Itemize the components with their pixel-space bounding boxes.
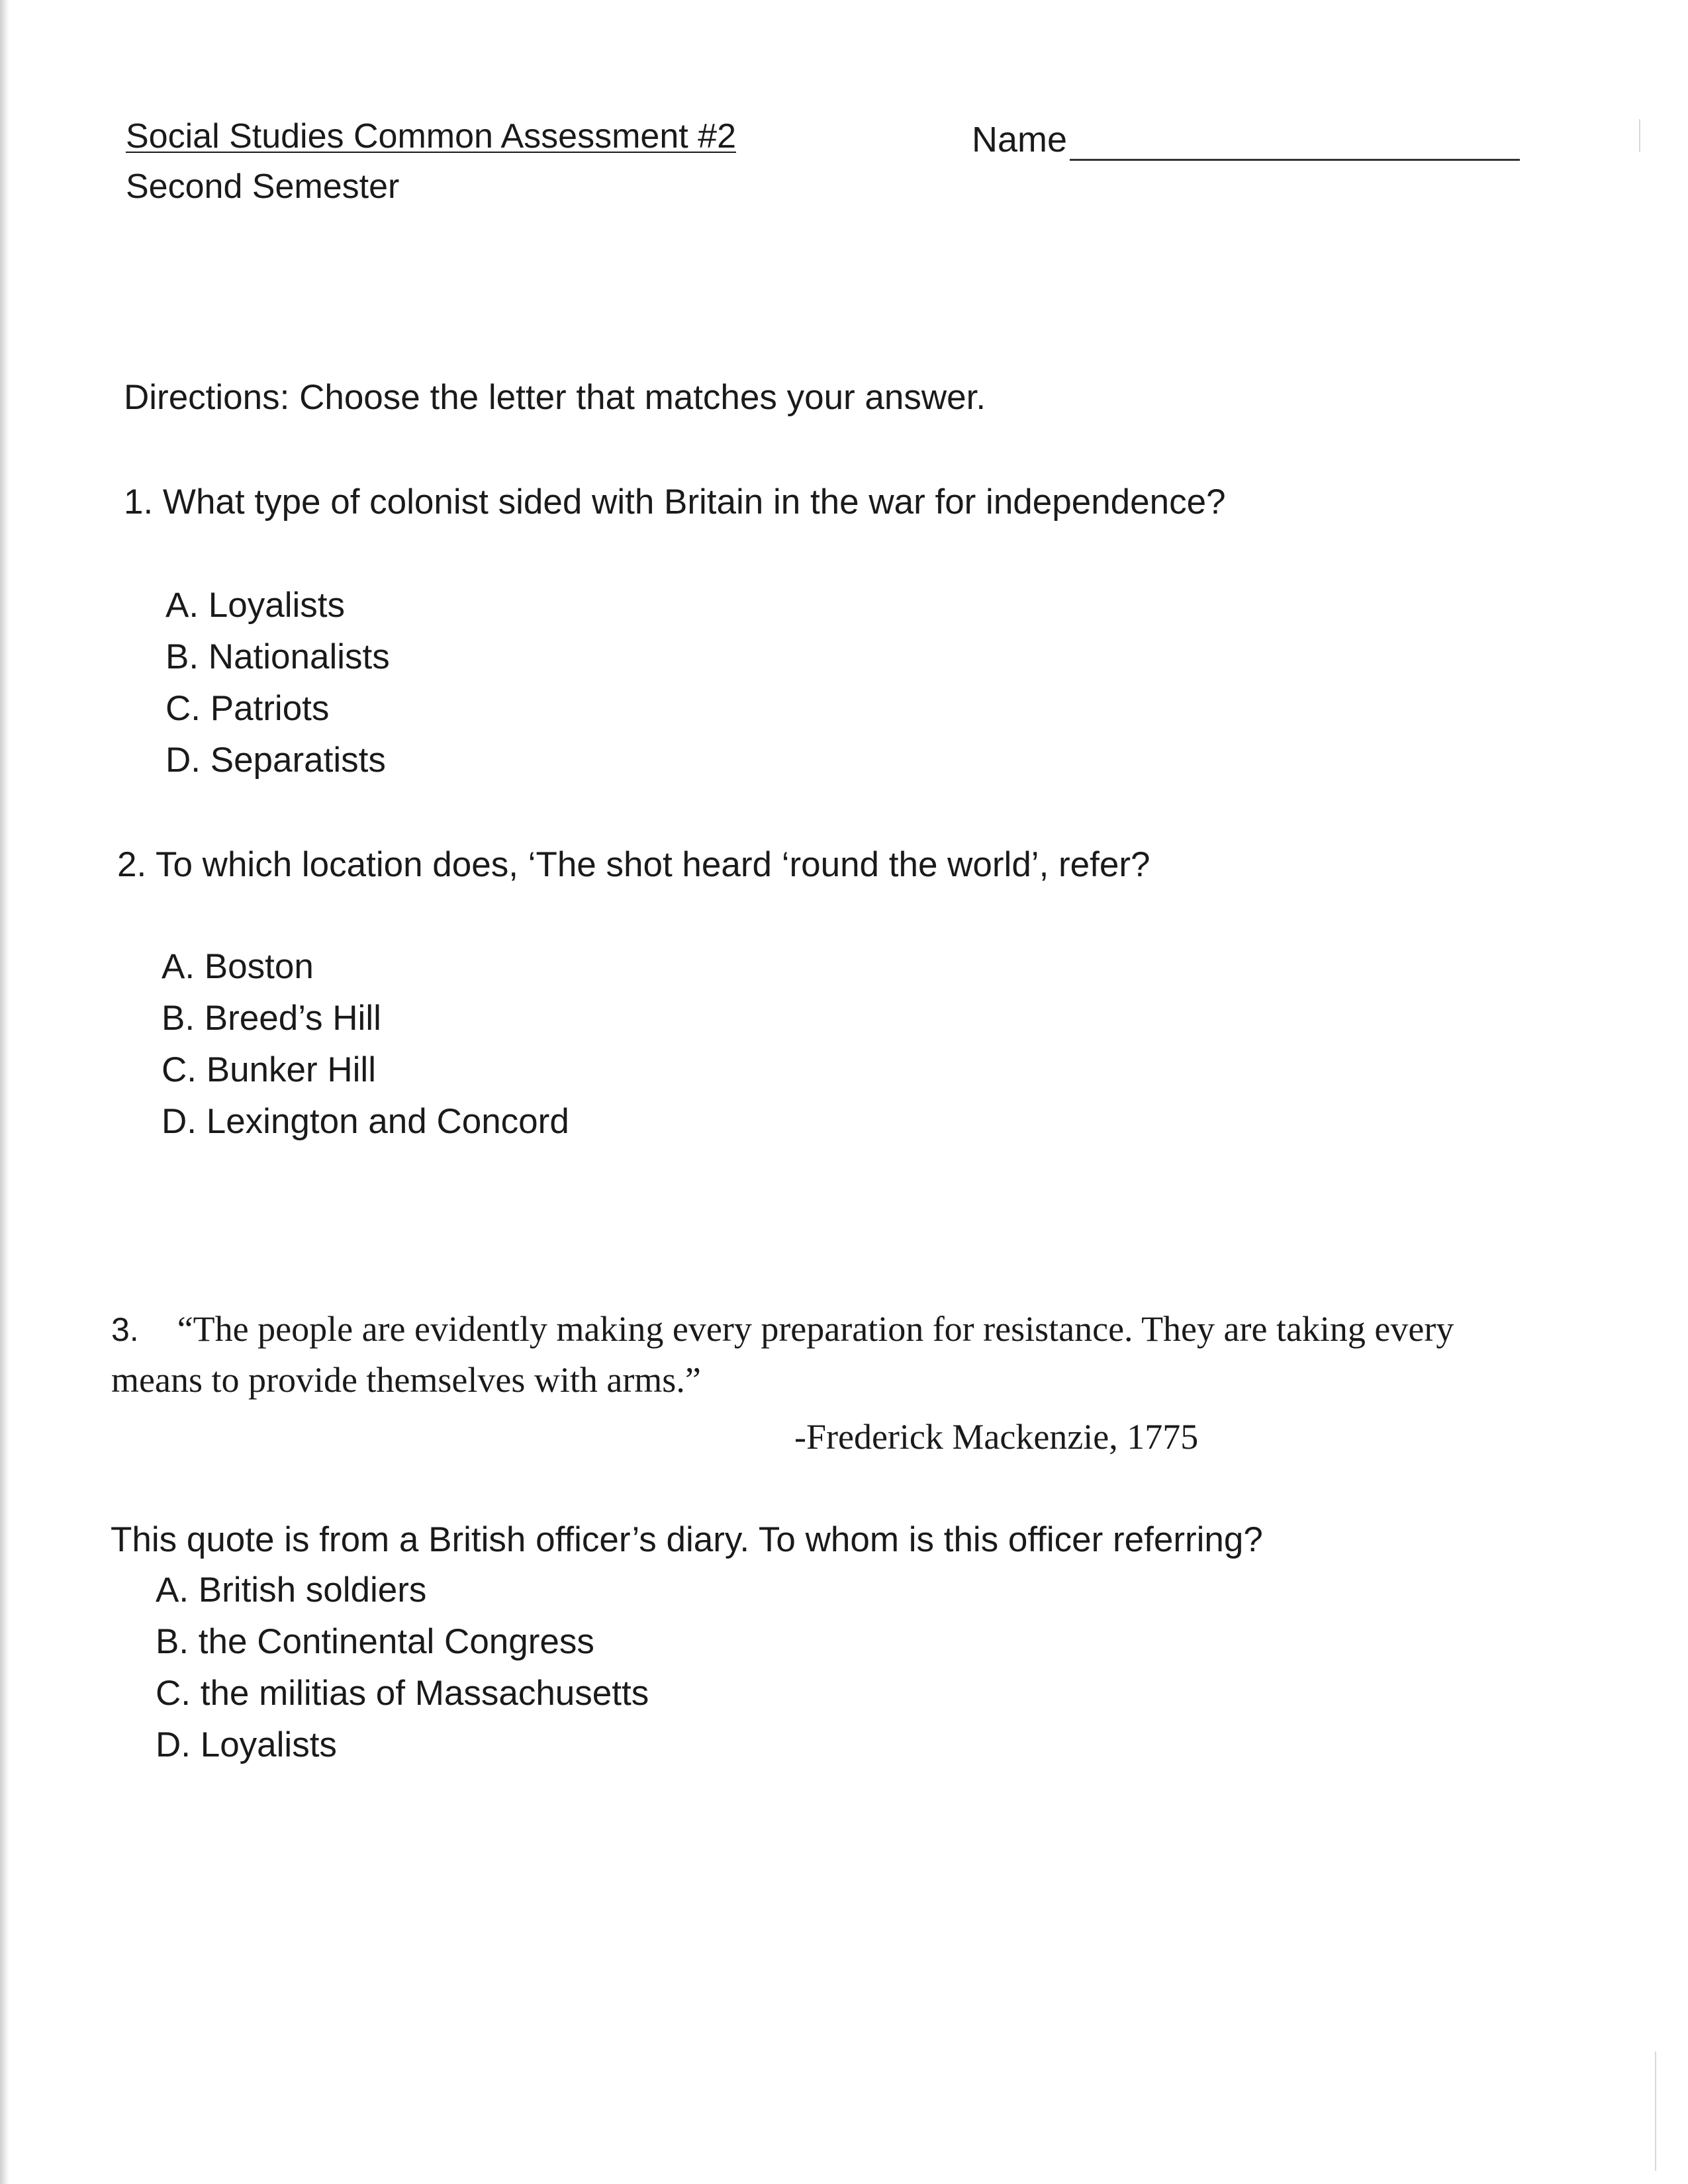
- question-3-prompt: This quote is from a British officer’s diary. To whom is this officer referring?: [111, 1520, 1263, 1559]
- question-2-option-a[interactable]: A. Boston: [162, 947, 314, 986]
- question-3-attribution: -Frederick Mackenzie, 1775: [794, 1417, 1199, 1457]
- scan-mark: [1639, 119, 1640, 152]
- question-3-quote-block: [111, 1304, 1515, 1405]
- scan-mark: [1655, 2052, 1656, 2171]
- question-3-option-c[interactable]: C. the militias of Massachusetts: [156, 1674, 649, 1713]
- assessment-title: Social Studies Common Assessment #2: [126, 117, 736, 156]
- name-field-line[interactable]: [1070, 159, 1520, 161]
- semester-label: Second Semester: [126, 167, 400, 206]
- question-1-prompt: 1. What type of colonist sided with Britain in the war for independence?: [124, 482, 1226, 522]
- question-2-option-d[interactable]: D. Lexington and Concord: [162, 1102, 569, 1141]
- question-3-option-d[interactable]: D. Loyalists: [156, 1725, 337, 1764]
- question-2-option-b[interactable]: B. Breed’s Hill: [162, 999, 381, 1038]
- question-3-option-a[interactable]: A. British soldiers: [156, 1570, 427, 1610]
- question-2-option-c[interactable]: C. Bunker Hill: [162, 1050, 376, 1089]
- scan-page-edge: [0, 0, 9, 2184]
- question-2-prompt: 2. To which location does, ‘The shot heard ‘round the world’, refer?: [117, 845, 1150, 884]
- question-1-option-b[interactable]: B. Nationalists: [165, 637, 390, 676]
- directions-text: Directions: Choose the letter that matches your answer.: [124, 378, 986, 417]
- question-1-option-a[interactable]: A. Loyalists: [165, 586, 346, 625]
- question-3-number: 3.: [111, 1311, 139, 1348]
- question-3-quote: “The people are evidently making every preparation for resistance. They are taking every means to provide themselves with arms.”: [111, 1309, 1454, 1400]
- question-1-option-d[interactable]: D. Separatists: [165, 741, 386, 780]
- name-label: Name: [972, 120, 1068, 159]
- question-1-option-c[interactable]: C. Patriots: [165, 689, 330, 728]
- question-3-option-b[interactable]: B. the Continental Congress: [156, 1622, 594, 1661]
